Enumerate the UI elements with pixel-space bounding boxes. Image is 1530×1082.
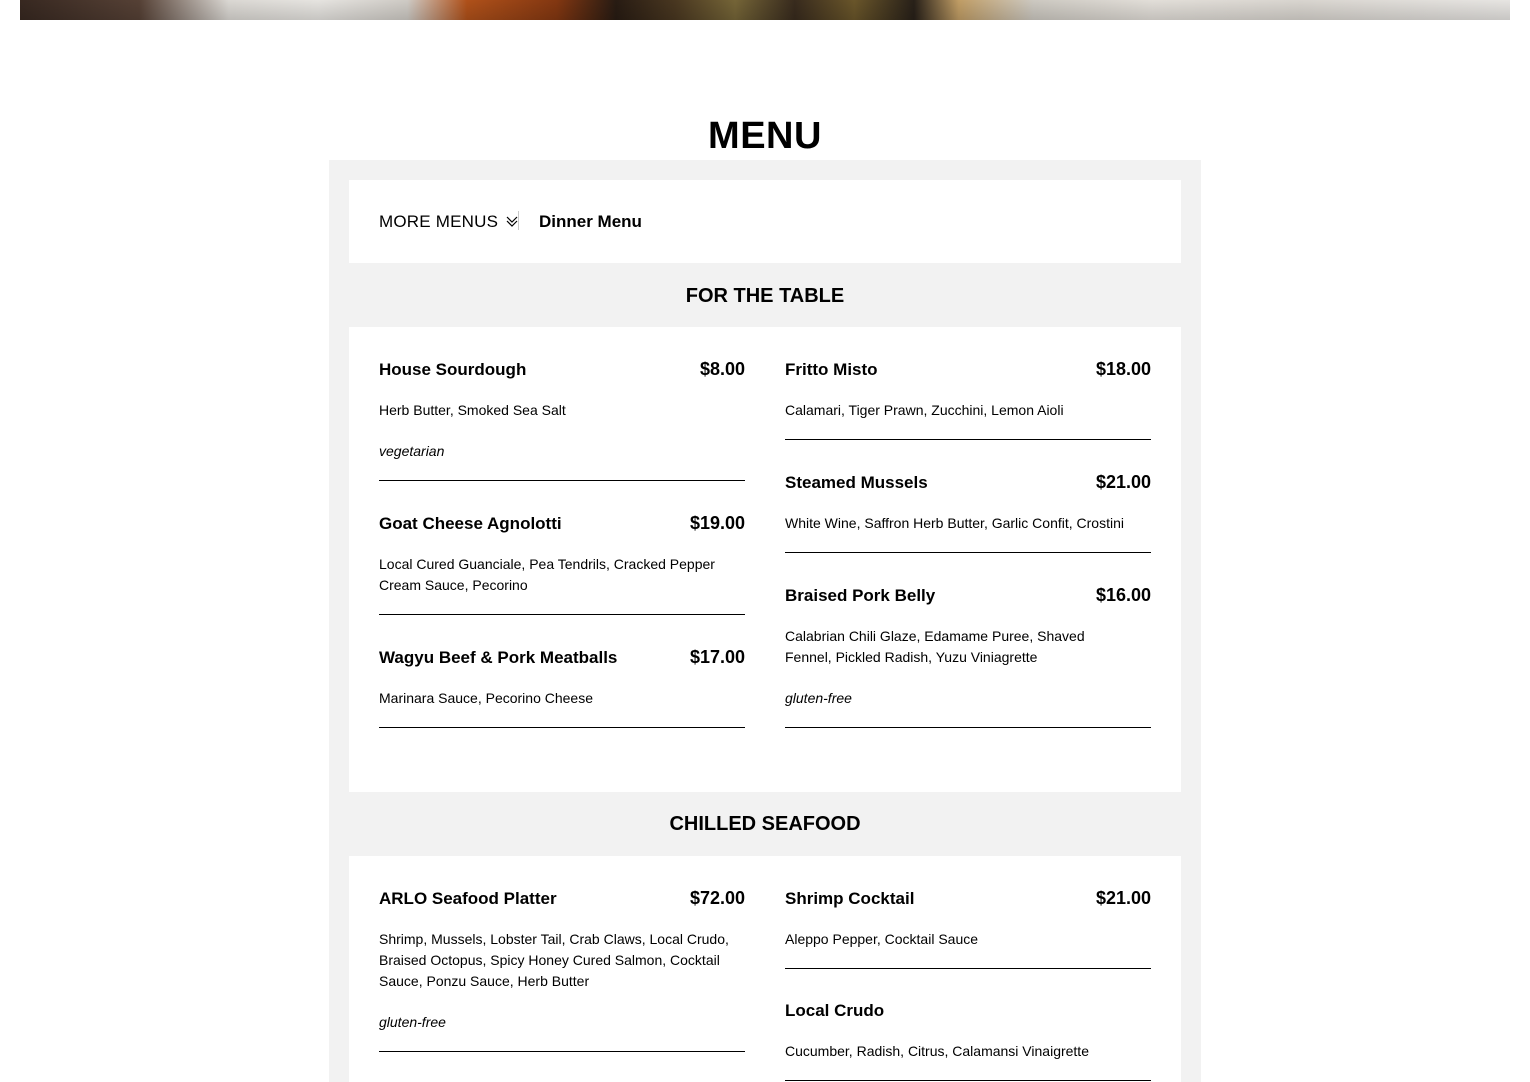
item-price: $21.00 [1095,472,1151,492]
more-menus-label: MORE MENUS [379,212,499,231]
section-panel-for-the-table [349,327,1181,792]
menu-item [785,889,1151,969]
item-price: $16.00 [1095,585,1151,605]
item-name: Braised Pork Belly [785,586,936,605]
item-dietary-tag: vegetarian [379,443,445,459]
item-description: Calamari, Tiger Prawn, Zucchini, Lemon Aioli [785,402,1064,418]
item-description: Herb Butter, Smoked Sea Salt [379,402,566,418]
menu-item [379,889,745,1052]
item-description: Shrimp, Mussels, Lobster Tail, Crab Claws, Local Crudo, Braised Octopus, Spicy Honey Cured Salmon, Cocktail Sauce, Ponzu Sauce, Herb Butter [379,931,729,989]
item-name: Local Crudo [785,1001,885,1020]
item-description: Calabrian Chili Glaze, Edamame Puree, Shaved Fennel, Pickled Radish, Yuzu Viniagrette [785,628,1085,665]
section-title: CHILLED SEAFOOD [669,813,861,835]
section-panel-chilled-seafood [349,856,1181,1082]
item-dietary-tag: gluten-free [785,690,852,706]
hero-food-image [20,0,1510,20]
item-name: Goat Cheese Agnolotti [379,514,562,533]
item-price: $18.00 [1095,359,1151,379]
item-price: $17.00 [689,647,745,667]
item-dietary-tag: gluten-free [379,1014,446,1030]
item-description: Cucumber, Radish, Citrus, Calamansi Vinaigrette [785,1043,1089,1059]
menu-item [785,360,1151,440]
menu-item [379,360,745,481]
item-description: Aleppo Pepper, Cocktail Sauce [785,931,979,947]
item-description: Marinara Sauce, Pecorino Cheese [379,690,594,706]
item-price: $19.00 [689,513,745,533]
item-name: Steamed Mussels [785,473,928,492]
item-price: $8.00 [699,359,745,379]
item-name: House Sourdough [379,360,527,379]
more-menus-dropdown[interactable] [379,212,518,232]
item-name: ARLO Seafood Platter [379,889,557,908]
menu-item [379,648,745,728]
item-description: White Wine, Saffron Herb Butter, Garlic Confit, Crostini [785,515,1124,531]
page-title: MENU [708,115,822,157]
menu-item [785,1001,1151,1081]
item-description: Local Cured Guanciale, Pea Tendrils, Cracked Pepper Cream Sauce, Pecorino [379,556,715,593]
menu-item [379,514,745,615]
menu-item [785,586,1151,728]
item-price: $72.00 [689,888,745,908]
item-name: Shrimp Cocktail [785,889,915,908]
menu-tabs-bar [349,180,1181,263]
chevron-down-icon [506,215,518,229]
section-title: FOR THE TABLE [685,285,845,307]
item-name: Fritto Misto [785,360,878,379]
menu-item [785,473,1151,553]
item-price: $21.00 [1095,888,1151,908]
tab-dinner-menu[interactable]: Dinner Menu [539,212,642,231]
hero-image-shade [20,0,1510,20]
menu-container [329,160,1201,1082]
item-name: Wagyu Beef & Pork Meatballs [379,648,618,667]
tabs-divider [518,211,519,230]
